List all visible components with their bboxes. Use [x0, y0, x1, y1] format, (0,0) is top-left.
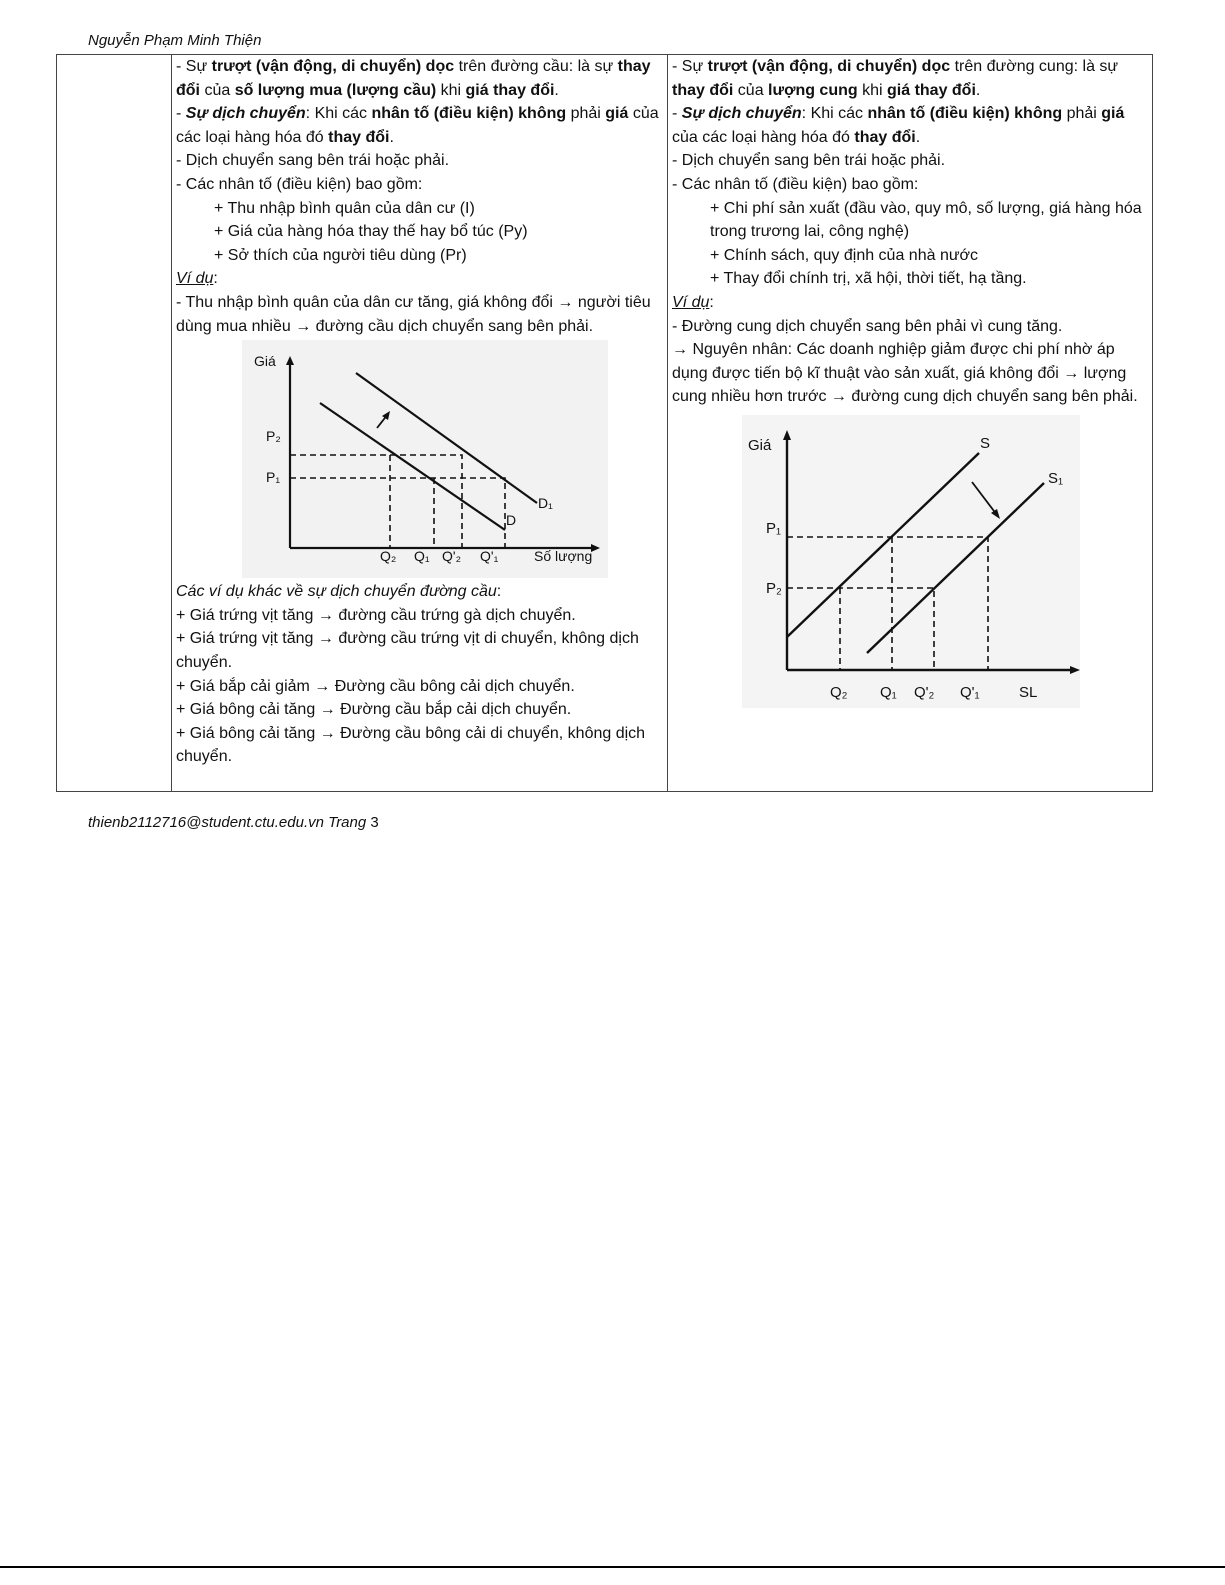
page-footer [88, 814, 379, 831]
paragraph [176, 102, 663, 149]
text-run: số lượng mua (lượng cầu) [234, 81, 437, 99]
text-run: khi [436, 81, 466, 99]
shift-arrow [972, 482, 997, 515]
text-run: giá thay đổi [465, 81, 555, 99]
paragraph [176, 580, 663, 604]
demand-examples [176, 580, 663, 769]
q1-prime-label: Q'₁ [960, 683, 980, 701]
text-run: - Các nhân tố (điều kiện) bao gồm: [672, 175, 919, 193]
text-run: + Giá trứng vịt tăng → đường cầu trứng gà dịch chuyển. [176, 606, 576, 624]
text-run: + Giá bông cải tăng → Đường cầu bông cải di chuyển, không dịch chuyển. [176, 724, 646, 766]
paragraph [672, 338, 1148, 409]
p1-label: P₁ [266, 469, 281, 486]
text-run: + Chính sách, quy định của nhà nước [710, 246, 979, 264]
paragraph [176, 627, 663, 674]
text-run: → Nguyên nhân: Các doanh nghiệp giảm được chi phí nhờ áp dụng được tiến bộ kĩ thuật vào sản xuất, giá không đổi → lượng cung nhiều hơn trước → đường cung dịch chuyển sang bên phải. [672, 341, 1138, 406]
text-run: thay đổi [328, 128, 390, 146]
text-run: trượt (vận động, di chuyển) dọc [211, 58, 455, 75]
x-axis-label: SL [1019, 683, 1038, 701]
paragraph [176, 267, 663, 291]
demand-curve-d [320, 403, 505, 530]
y-axis-label: Giá [254, 353, 276, 370]
paragraph [176, 149, 663, 173]
text-run: + Giá bắp cải giảm → Đường cầu bông cải dịch chuyển. [176, 677, 575, 695]
paragraph [176, 55, 663, 102]
paragraph [176, 244, 663, 268]
text-run: nhân tố (điều kiện) không [867, 105, 1063, 123]
s-label: S [980, 434, 991, 452]
d-label: D [506, 512, 517, 529]
paragraph [672, 244, 1148, 268]
page-bottom-rule [0, 1566, 1225, 1568]
text-run: phải [566, 105, 606, 123]
text-run: + Giá trứng vịt tăng → đường cầu trứng vịt di chuyển, không dịch chuyển. [176, 630, 639, 671]
footer-page-label: Trang [328, 814, 367, 831]
text-run: thay đổi [672, 81, 734, 99]
q2-label: Q₂ [830, 683, 848, 701]
paragraph [672, 197, 1148, 244]
q1-label: Q₁ [880, 683, 897, 701]
text-run: + Thu nhập bình quân của dân cư (I) [214, 199, 475, 217]
text-run: của các loại hàng hóa đó [176, 105, 659, 146]
text-run: : Khi các [305, 105, 372, 123]
paragraph [672, 149, 1148, 173]
paragraph [176, 291, 663, 338]
text-run: - Đường cung dịch chuyển sang bên phải vì cung tăng. [672, 317, 1063, 335]
y-axis-label: Giá [748, 436, 772, 454]
s1-label: S₁ [1048, 469, 1064, 487]
text-run: thay đổi [176, 58, 651, 99]
p1-guide [787, 537, 988, 670]
p2-label: P₂ [766, 579, 782, 597]
demand-curve-d1 [356, 373, 537, 503]
text-run: . [975, 81, 981, 99]
text-run: trên đường cầu: là sự [454, 58, 618, 75]
text-run: trượt (vận động, di chuyển) dọc [707, 58, 951, 75]
text-run: : [213, 270, 218, 288]
supply-shift-diagram [742, 415, 1080, 708]
text-run: - [176, 105, 186, 123]
p2-guide [290, 455, 462, 548]
text-run: lượng cung [768, 81, 858, 99]
p1-label: P₁ [766, 519, 782, 537]
p2-guide [787, 588, 934, 670]
paragraph [672, 291, 1148, 315]
text-run: + Sở thích của người tiêu dùng (Pr) [214, 246, 467, 264]
supply-text [672, 55, 1148, 409]
supply-column [668, 55, 1153, 792]
text-run: + Giá của hàng hóa thay thế hay bổ túc (Py) [214, 223, 528, 241]
page-header-author: Nguyễn Phạm Minh Thiện [88, 32, 262, 49]
text-run: phải [1062, 105, 1102, 123]
text-run: nhân tố (điều kiện) không [371, 105, 567, 123]
text-run: : Khi các [801, 105, 868, 123]
text-run: Ví dụ [672, 293, 710, 311]
text-run: . [389, 128, 394, 146]
paragraph [176, 604, 663, 628]
text-run: : [496, 583, 502, 601]
x-axis-label: Số lượng [534, 548, 593, 565]
text-run: - Sự [176, 58, 212, 75]
q2-label: Q₂ [380, 548, 397, 565]
text-run: Sự dịch chuyển [681, 105, 802, 123]
paragraph [672, 102, 1148, 149]
text-run: - Các nhân tố (điều kiện) bao gồm: [176, 175, 423, 193]
footer-email: thienb2112716@student.ctu.edu.vn [88, 814, 324, 831]
text-run: thay đổi [854, 128, 916, 146]
empty-cell [57, 55, 172, 792]
paragraph [176, 173, 663, 197]
text-run: Sự dịch chuyển [185, 105, 306, 123]
paragraph [672, 173, 1148, 197]
footer-page-number: 3 [370, 814, 379, 831]
text-run: khi [857, 81, 887, 99]
text-run: - Dịch chuyển sang bên trái hoặc phải. [176, 152, 450, 170]
d1-label: D₁ [538, 495, 553, 512]
text-run: - Dịch chuyển sang bên trái hoặc phải. [672, 152, 946, 170]
text-run: . [554, 81, 559, 99]
content-table [56, 54, 1153, 792]
demand-column [172, 55, 668, 792]
text-run: + Thay đổi chính trị, xã hội, thời tiết, hạ tầng. [710, 270, 1027, 288]
paragraph [176, 675, 663, 699]
supply-curve-s [787, 453, 979, 637]
text-run: của các loại hàng hóa đó [672, 128, 855, 146]
q1-label: Q₁ [414, 548, 430, 565]
q1-prime-label: Q'₁ [480, 548, 499, 565]
text-run: + Chi phí sản xuất (đầu vào, quy mô, số lượng, giá hàng hóa trong trương lai, công nghệ) [710, 199, 1142, 241]
demand-text [176, 55, 663, 338]
text-run: giá [1101, 105, 1125, 123]
paragraph [672, 315, 1148, 339]
text-run: giá [605, 105, 629, 123]
paragraph [176, 220, 663, 244]
text-run: của [733, 81, 769, 99]
text-run: - Thu nhập bình quân của dân cư tăng, giá không đổi → người tiêu dùng mua nhiều → đường cầu dịch chuyển sang bên phải. [176, 293, 651, 335]
text-run: của [200, 81, 235, 99]
p1-guide [290, 478, 505, 548]
p2-label: P₂ [266, 428, 281, 445]
supply-curve-s1 [867, 483, 1044, 653]
paragraph [672, 267, 1148, 291]
text-run: Ví dụ [176, 270, 214, 288]
text-run: giá thay đổi [887, 81, 976, 99]
text-run: . [915, 128, 921, 146]
q2-prime-label: Q'₂ [442, 548, 461, 565]
q2-prime-label: Q'₂ [914, 683, 935, 701]
text-run: Các ví dụ khác về sự dịch chuyển đường cầu [176, 583, 497, 601]
text-run: - [672, 105, 682, 123]
paragraph [176, 197, 663, 221]
text-run: + Giá bông cải tăng → Đường cầu bắp cải dịch chuyển. [176, 701, 572, 719]
text-run: : [709, 293, 714, 311]
demand-shift-diagram [242, 340, 608, 578]
paragraph [672, 55, 1148, 102]
paragraph [176, 698, 663, 722]
text-run: trên đường cung: là sự [950, 58, 1119, 75]
paragraph [176, 722, 663, 769]
text-run: - Sự [672, 58, 708, 75]
